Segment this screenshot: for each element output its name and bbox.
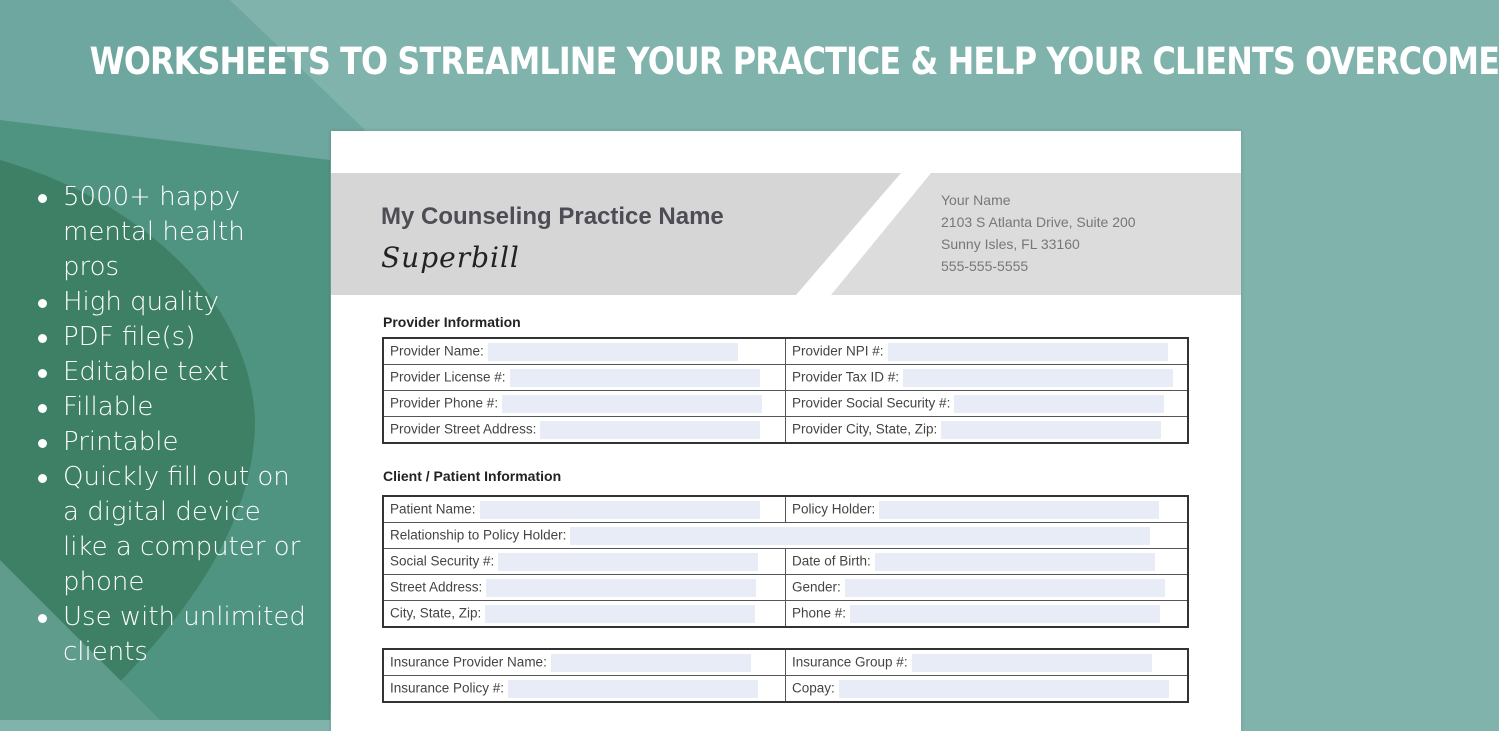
provider-address-field[interactable]: Provider Street Address: xyxy=(383,417,786,444)
city-state-zip-field[interactable]: City, State, Zip: xyxy=(383,601,786,628)
table-row xyxy=(383,417,1188,444)
contact-phone: 555-555-5555 xyxy=(941,258,1029,274)
bullet-icon xyxy=(38,474,47,483)
provider-tax-id-field[interactable]: Provider Tax ID #: xyxy=(786,365,1189,391)
table-row xyxy=(383,523,1188,549)
social-security-field[interactable]: Social Security #: xyxy=(383,549,786,575)
bullet-icon xyxy=(38,194,47,203)
table-row xyxy=(383,601,1188,628)
table-row xyxy=(383,391,1188,417)
headline: WORKSHEETS TO STREAMLINE YOUR PRACTICE & HELP YOUR CLIENTS OVERCOME xyxy=(89,40,1499,83)
copay-field[interactable]: Copay: xyxy=(786,676,1189,703)
list-item: 5000+ happy mental health pros xyxy=(36,180,306,285)
list-item: Printable xyxy=(36,425,306,460)
provider-npi-field[interactable]: Provider NPI #: xyxy=(786,338,1189,365)
bullet-icon xyxy=(38,369,47,378)
bullet-icon xyxy=(38,334,47,343)
superbill-document xyxy=(331,131,1241,731)
client-table xyxy=(382,495,1189,628)
insurance-policy-field[interactable]: Insurance Policy #: xyxy=(383,676,786,703)
table-row xyxy=(383,496,1188,523)
insurance-provider-field[interactable]: Insurance Provider Name: xyxy=(383,649,786,676)
contact-block xyxy=(941,189,1136,277)
provider-phone-field[interactable]: Provider Phone #: xyxy=(383,391,786,417)
patient-name-field[interactable]: Patient Name: xyxy=(383,496,786,523)
table-row xyxy=(383,676,1188,703)
contact-street: 2103 S Atlanta Drive, Suite 200 xyxy=(941,214,1136,230)
date-of-birth-field[interactable]: Date of Birth: xyxy=(786,549,1189,575)
client-section-title: Client / Patient Information xyxy=(383,468,562,484)
provider-table xyxy=(382,337,1189,444)
table-row xyxy=(383,575,1188,601)
bullet-icon xyxy=(38,404,47,413)
contact-city: Sunny Isles, FL 33160 xyxy=(941,236,1080,252)
table-row xyxy=(383,338,1188,365)
contact-name: Your Name xyxy=(941,192,1011,208)
bullet-icon xyxy=(38,439,47,448)
relationship-field[interactable]: Relationship to Policy Holder: xyxy=(383,523,1188,549)
bullet-icon xyxy=(38,299,47,308)
feature-list xyxy=(36,180,306,670)
list-item: Quickly fill out on a digital device like a computer or phone xyxy=(36,460,306,600)
provider-ssn-field[interactable]: Provider Social Security #: xyxy=(786,391,1189,417)
table-row xyxy=(383,649,1188,676)
document-type: Superbill xyxy=(381,241,520,274)
gender-field[interactable]: Gender: xyxy=(786,575,1189,601)
policy-holder-field[interactable]: Policy Holder: xyxy=(786,496,1189,523)
insurance-group-field[interactable]: Insurance Group #: xyxy=(786,649,1189,676)
provider-license-field[interactable]: Provider License #: xyxy=(383,365,786,391)
insurance-table xyxy=(382,648,1189,703)
phone-field[interactable]: Phone #: xyxy=(786,601,1189,628)
list-item: Use with unlimited clients xyxy=(36,600,306,670)
provider-name-field[interactable]: Provider Name: xyxy=(383,338,786,365)
list-item: High quality xyxy=(36,285,306,320)
list-item: Fillable xyxy=(36,390,306,425)
provider-section-title: Provider Information xyxy=(383,314,521,330)
table-row xyxy=(383,365,1188,391)
practice-name: My Counseling Practice Name xyxy=(381,203,724,230)
bullet-icon xyxy=(38,614,47,623)
table-row xyxy=(383,549,1188,575)
list-item: Editable text xyxy=(36,355,306,390)
provider-city-state-zip-field[interactable]: Provider City, State, Zip: xyxy=(786,417,1189,444)
list-item: PDF file(s) xyxy=(36,320,306,355)
street-address-field[interactable]: Street Address: xyxy=(383,575,786,601)
